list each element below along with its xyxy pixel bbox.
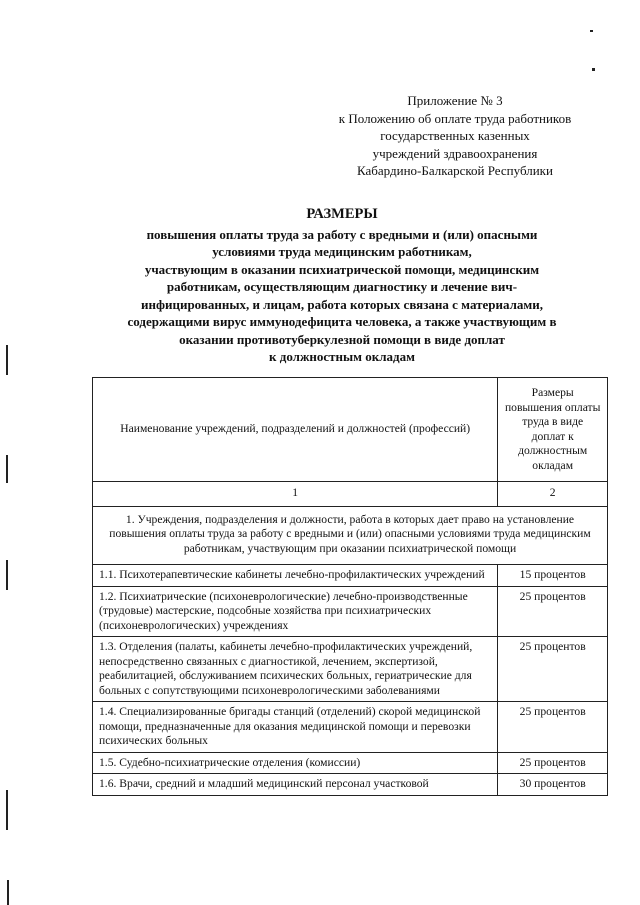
row-value: 25 процентов xyxy=(498,637,608,702)
scan-mark-left-edge xyxy=(6,345,8,375)
title-line: участвующим в оказании психиатрической помощи, медицинским xyxy=(144,261,540,277)
header-rate-cell: Размеры повышения оплаты труда в виде доплат к должностным окладам xyxy=(498,378,608,482)
row-name: 1.6. Врачи, средний и младший медицинский персонал участковой xyxy=(93,774,498,796)
appendix-header xyxy=(300,92,610,180)
table-header-row xyxy=(93,378,608,482)
column-number: 2 xyxy=(498,482,608,507)
title-line: содержащими вирус иммунодефицита человека, а также участвующим в xyxy=(127,314,557,329)
appendix-line: Кабардино-Балкарской Республики xyxy=(357,163,553,178)
table-row xyxy=(93,586,608,637)
table-row xyxy=(93,752,608,774)
document-title xyxy=(92,206,592,366)
scan-mark-top-right-2 xyxy=(592,68,595,71)
row-value: 25 процентов xyxy=(498,586,608,637)
scan-mark-top-right xyxy=(590,30,593,32)
appendix-line: к Положению об оплате труда работников xyxy=(338,110,572,126)
table-row xyxy=(93,637,608,702)
rates-table xyxy=(92,377,608,796)
title-line: к должностным окладам xyxy=(269,349,415,364)
scan-mark-left-edge-4 xyxy=(6,790,8,830)
title-line: условиями труда медицинским работникам, xyxy=(212,244,472,259)
table-row xyxy=(93,702,608,753)
title-line: оказании противотуберкулезной помощи в виде доплат xyxy=(179,331,505,347)
row-name: 1.3. Отделения (палаты, кабинеты лечебно-профилактических учреждений, непосредственно связанных с диагностикой, лечением, экспертизой, реабилитацией, обслуживанием психических больных, гериатрические для больных с сопутствующими психоневрологическими заболеваниями xyxy=(93,637,498,702)
title-line: работникам, осуществляющим диагностику и лечение вич- xyxy=(166,279,518,294)
row-value: 30 процентов xyxy=(498,774,608,796)
header-name-cell: Наименование учреждений, подразделений и должностей (профессий) xyxy=(93,378,498,482)
column-number-row xyxy=(93,482,608,507)
column-number: 1 xyxy=(93,482,498,507)
row-name: 1.2. Психиатрические (психоневрологические) лечебно-производственные (трудовые) мастерские, подсобные хозяйства при психиатрических (психоневрологических) учреждениях xyxy=(93,586,498,637)
row-name: 1.5. Судебно-психиатрические отделения (комиссии) xyxy=(93,752,498,774)
row-name: 1.1. Психотерапевтические кабинеты лечебно-профилактических учреждений xyxy=(93,565,498,587)
section-heading: 1. Учреждения, подразделения и должности, работа в которых дает право на установление повышения оплаты труда за работу с вредными и (или) опасными условиями труда медицинским работникам, участвующим при оказании психиатрической помощи xyxy=(93,506,608,565)
row-name: 1.4. Специализированные бригады станций (отделений) скорой медицинской помощи, предназначенные для оказания медицинской помощи и перевозки психических больных xyxy=(93,702,498,753)
appendix-line: учреждений здравоохранения xyxy=(372,145,538,161)
table-row xyxy=(93,565,608,587)
section-row xyxy=(93,506,608,565)
row-value: 15 процентов xyxy=(498,565,608,587)
table-row xyxy=(93,774,608,796)
scan-mark-left-edge-3 xyxy=(6,560,8,590)
scan-mark-left-edge-2 xyxy=(6,455,8,483)
row-value: 25 процентов xyxy=(498,702,608,753)
title-line: повышения оплаты труда за работу с вредными и (или) опасными xyxy=(146,226,538,242)
appendix-line: Приложение № 3 xyxy=(407,93,503,108)
title-main: РАЗМЕРЫ xyxy=(306,206,378,222)
title-line: инфицированных, и лицам, работа которых связана с материалами, xyxy=(141,296,543,312)
appendix-line: государственных казенных xyxy=(380,128,530,143)
scan-mark-left-edge-5 xyxy=(7,880,9,905)
row-value: 25 процентов xyxy=(498,752,608,774)
